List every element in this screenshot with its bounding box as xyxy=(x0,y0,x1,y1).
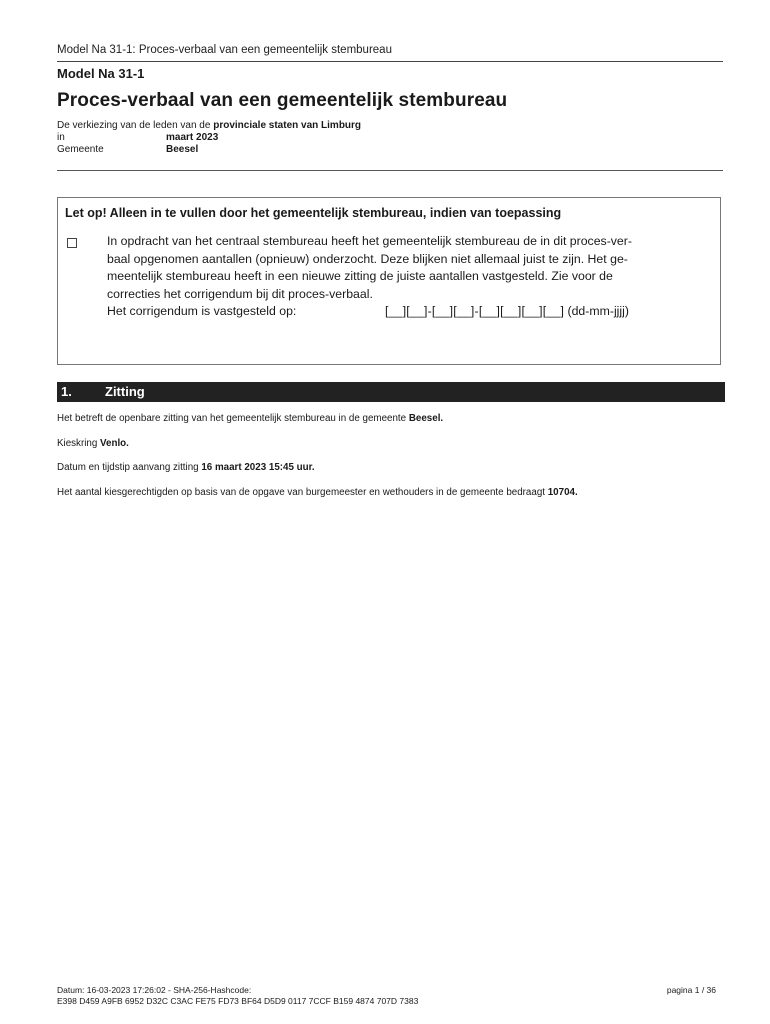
gemeente-value: Beesel xyxy=(166,144,199,155)
in-line xyxy=(57,132,361,144)
running-header: Model Na 31-1: Proces-verbaal van een gemeentelijk stembureau xyxy=(57,44,392,56)
header-divider xyxy=(57,61,723,62)
footer-datum: Datum: 16-03-2023 17:26:02 - SHA-256-Hashcode: xyxy=(57,985,252,995)
in-value: maart 2023 xyxy=(166,132,219,143)
page-number: pagina 1 / 36 xyxy=(666,985,716,995)
corrigendum-date-field[interactable]: [__][__]-[__][__]-[__][__][__][__] xyxy=(385,304,565,318)
corrigendum-label: Het corrigendum is vastgesteld op: xyxy=(107,304,297,318)
paragraph-kieskring: Kieskring Venlo. xyxy=(57,438,129,449)
corrigendum-checkbox[interactable] xyxy=(67,238,77,248)
notice-line-1: In opdracht van het centraal stembureau heeft het gemeentelijk stembureau de in dit proces-ver- xyxy=(107,234,632,248)
gemeente-label: Gemeente xyxy=(57,144,104,155)
page-title: Proces-verbaal van een gemeentelijk stembureau xyxy=(57,90,508,111)
paragraph-datum: Datum en tijdstip aanvang zitting 16 maart 2023 15:45 uur. xyxy=(57,462,315,473)
election-prefix: De verkiezing van de leden van de xyxy=(57,120,214,131)
section-header-zitting xyxy=(57,382,725,402)
notice-line-2: baal opgenomen aantallen (opnieuw) onderzocht. Deze blijken niet allemaal juist te zijn. Het ge- xyxy=(107,251,628,266)
notice-box xyxy=(57,197,721,365)
paragraph-kiesgerechtigden: Het aantal kiesgerechtigden op basis van de opgave van burgemeester en wethouders in de gemeente bedraagt 10704. xyxy=(57,487,578,498)
notice-title: Let op! Alleen in te vullen door het gemeentelijk stembureau, indien van toepassing xyxy=(65,206,562,220)
section-title: Zitting xyxy=(105,384,145,399)
in-label: in xyxy=(57,132,65,143)
election-line xyxy=(57,120,361,132)
gemeente-line xyxy=(57,144,361,156)
notice-body xyxy=(107,233,714,321)
notice-line-4: correcties het corrigendum bij dit proces-verbaal. xyxy=(107,286,373,301)
paragraph-zitting: Het betreft de openbare zitting van het gemeentelijk stembureau in de gemeente Beesel. xyxy=(57,413,444,424)
footer-hashcode: E398 D459 A9FB 6952 D32C C3AC FE75 FD73 BF64 D5D9 0117 7CCF B159 4874 707D 7383 xyxy=(57,996,419,1006)
election-name: provinciale staten van Limburg xyxy=(213,120,362,131)
notice-line-3: meentelijk stembureau heeft in een nieuwe zitting de juiste aantallen vastgesteld. Zie voor de xyxy=(107,269,613,283)
corrigendum-date-line xyxy=(107,303,714,321)
date-format-hint: (dd-mm-jjjj) xyxy=(567,304,629,318)
meta-divider xyxy=(57,170,723,171)
footer-hash xyxy=(57,985,418,1007)
election-meta xyxy=(57,120,361,156)
model-label: Model Na 31-1 xyxy=(57,66,145,81)
document-page xyxy=(57,0,723,1024)
section-number: 1. xyxy=(61,384,72,399)
